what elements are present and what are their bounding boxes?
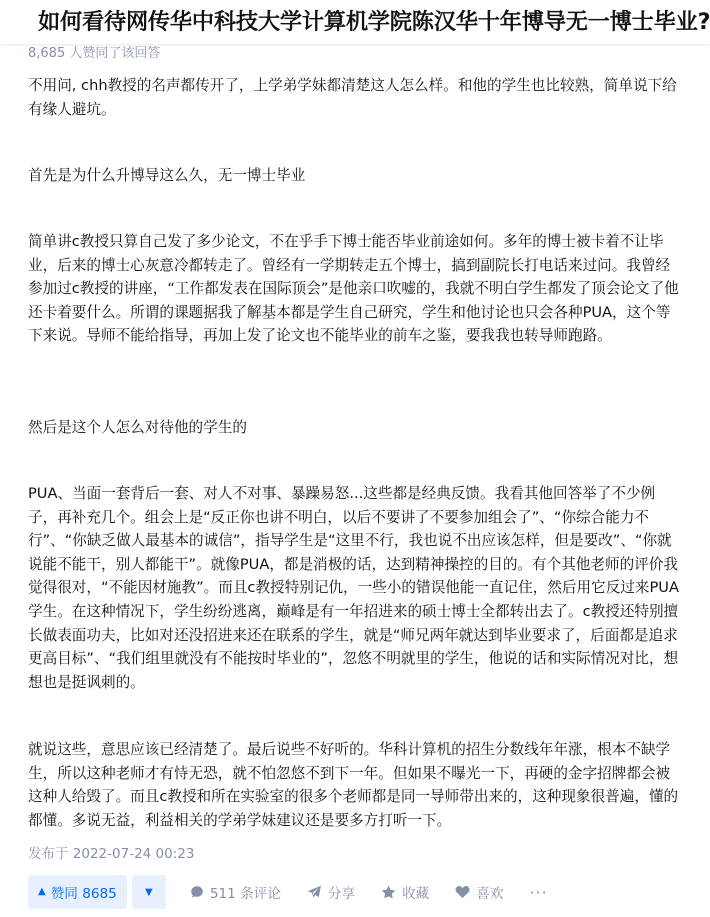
like-label: 喜欢	[476, 886, 504, 902]
answer-paragraph: 就说这些，意思应该已经清楚了。最后说些不好听的。华科计算机的招生分数线年年涨，根本不缺学生，所以这种老师才有恃无恐，就不怕忽悠不到下一年。但如果不曝光一下，再硬的金字招牌都会被这种人给毁了。而且c教授和所在实验室的很多个老师都是同一导师带出来的，这种现象很普遍，懂的都懂。多说无益，利益相关的学弟学妹建议还是要多方打听一下。	[28, 741, 679, 829]
paper-plane-icon	[307, 885, 322, 899]
answer-paragraph: 简单讲c教授只算自己发了多少论文，不在乎手下博士能否毕业前途如何。多年的博士被卡着不让毕业，后来的博士心灰意冷都转走了。曾经有一学期转走五个博士，搞到副院长打电话来过问。我曾经参加过c教授的讲座，“工作都发表在国际顶会”是他亲口吹嘘的，我就不明白学生都发了顶会论文了他还卡着要什么。所谓的课题据我了解基本都是学生自己研究，学生和他讨论也只会各种PUA，这个等下来说。导师不能给指导，再加上发了论文也不能毕业的前车之鉴，要我我也转导师跑路。	[28, 233, 679, 345]
vote-up-label: 赞同 8685	[50, 886, 117, 902]
answer-paragraph: 不用问, chh教授的名声都传开了，上学弟学妹都清楚这人怎么样。和他的学生也比较熟，简单说下给有缘人避坑。	[28, 77, 677, 118]
heart-icon	[455, 885, 470, 899]
ellipsis-icon[interactable]: ···	[529, 882, 548, 902]
answer-paragraph: PUA、当面一套背后一套、对人不对事、暴躁易怒...这些都是经典反馈。我看其他回答举了不少例子，再补充几个。组会上是“反正你也讲不明白，以后不要讲了不要参加组会了”、“你综合能力不行”、“你缺乏做人最基本的诚信”，指导学生是“这里不行，我也说不出应该怎样，但是要改”、“你就说能不能干，别人都能干”。就像PUA，都是消极的话，达到精神操控的目的。有个其他老师的评价我觉得很对，“不能因材施教”。而且c教授特别记仇，一些小的错误他能一直记住，然后用它反过来PUA学生。在这种情况下，学生纷纷逃离，巅峰是有一年招进来的硕士博士全都转出去了。c教授还特别擅长做表面功夫，比如对还没招进来还在联系的学生，就是“师兄两年就达到毕业要求了，后面都是追求更高目标”、“我们组里就没有不能按时毕业的”，忽悠不明就里的学生，他说的话和实际情况对比，想想也是挺讽刺的。	[28, 485, 679, 691]
answer-paragraph: 首先是为什么升博导这么久，无一博士毕业	[28, 167, 306, 184]
vote-up-button[interactable]	[28, 875, 127, 909]
triangle-up-icon: ▲	[38, 885, 46, 897]
collect-button[interactable]	[381, 882, 429, 902]
answer-paragraph: 然后是这个人怎么对待他的学生的	[28, 419, 247, 436]
triangle-down-icon: ▼	[144, 886, 153, 898]
share-button[interactable]	[307, 882, 355, 902]
comments-button[interactable]	[190, 882, 281, 902]
publish-date[interactable]: 发布于 2022-07-24 00:23	[28, 846, 195, 862]
collect-label: 收藏	[402, 886, 430, 902]
vote-down-button[interactable]	[132, 875, 166, 909]
comment-bubble-icon	[190, 885, 204, 899]
voters-count[interactable]: 8,685 人赞同了该回答	[28, 46, 161, 61]
answer-action-bar	[28, 874, 688, 910]
question-title[interactable]: 如何看待网传华中科技大学计算机学院陈汉华十年博导无一博士毕业?	[0, 0, 710, 44]
answer-content	[28, 44, 682, 862]
comments-label: 511 条评论	[209, 886, 281, 902]
share-label: 分享	[327, 886, 356, 902]
like-button[interactable]	[455, 882, 503, 902]
star-icon	[381, 885, 396, 899]
